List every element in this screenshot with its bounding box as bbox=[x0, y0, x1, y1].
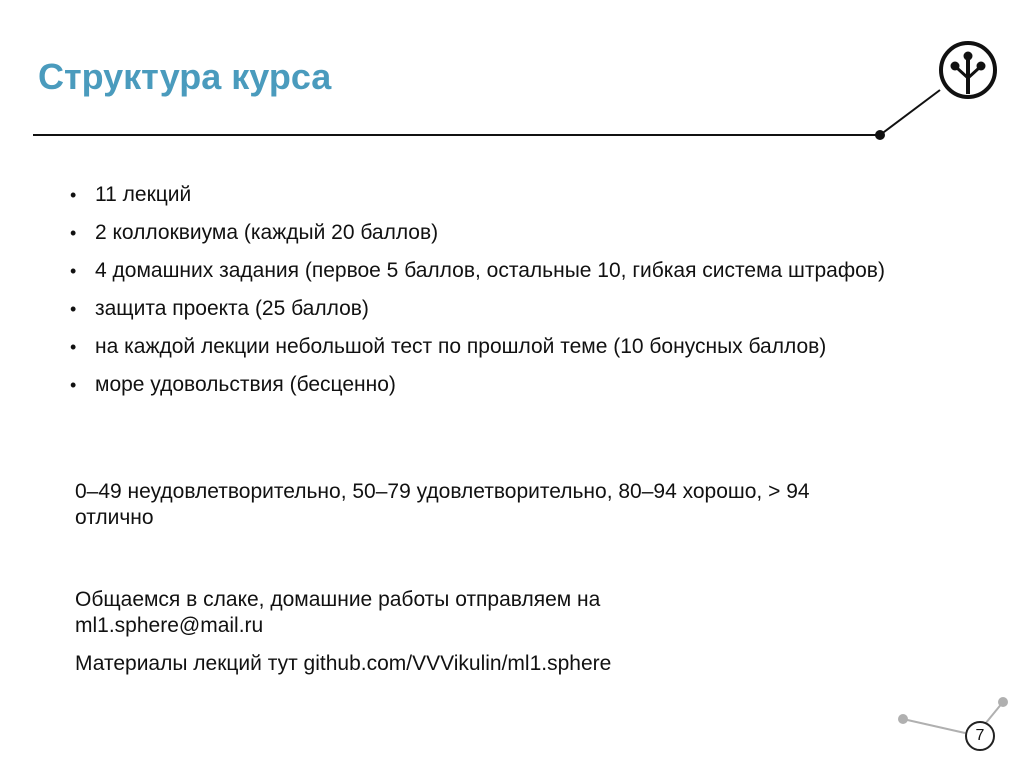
list-item: • 4 домашних задания (первое 5 баллов, остальные 10, гибкая система штрафов) bbox=[70, 259, 885, 282]
slide-title: Структура курса bbox=[38, 56, 332, 97]
list-item: • море удовольствия (бесценно) bbox=[70, 373, 396, 396]
page-number: 7 bbox=[965, 721, 995, 751]
list-item: • на каждой лекции небольшой тест по прошлой теме (10 бонусных баллов) bbox=[70, 335, 827, 358]
grading-scale-text: 0–49 неудовлетворительно, 50–79 удовлетворительно, 80–94 хорошо, > 94 отлично bbox=[75, 480, 810, 529]
list-item: • 2 коллоквиума (каждый 20 баллов) bbox=[70, 221, 439, 244]
logo-connector bbox=[880, 90, 940, 135]
list-item: • защита проекта (25 баллов) bbox=[70, 297, 369, 320]
list-item: • 11 лекций bbox=[70, 183, 192, 206]
communication-text: Общаемся в слаке, домашние работы отправляем на ml1.sphere@mail.ru bbox=[75, 588, 601, 637]
course-structure-list bbox=[70, 182, 890, 410]
materials-text: Материалы лекций тут github.com/VVVikulin/ml1.sphere bbox=[75, 652, 612, 675]
branch-logo-icon bbox=[941, 43, 995, 97]
